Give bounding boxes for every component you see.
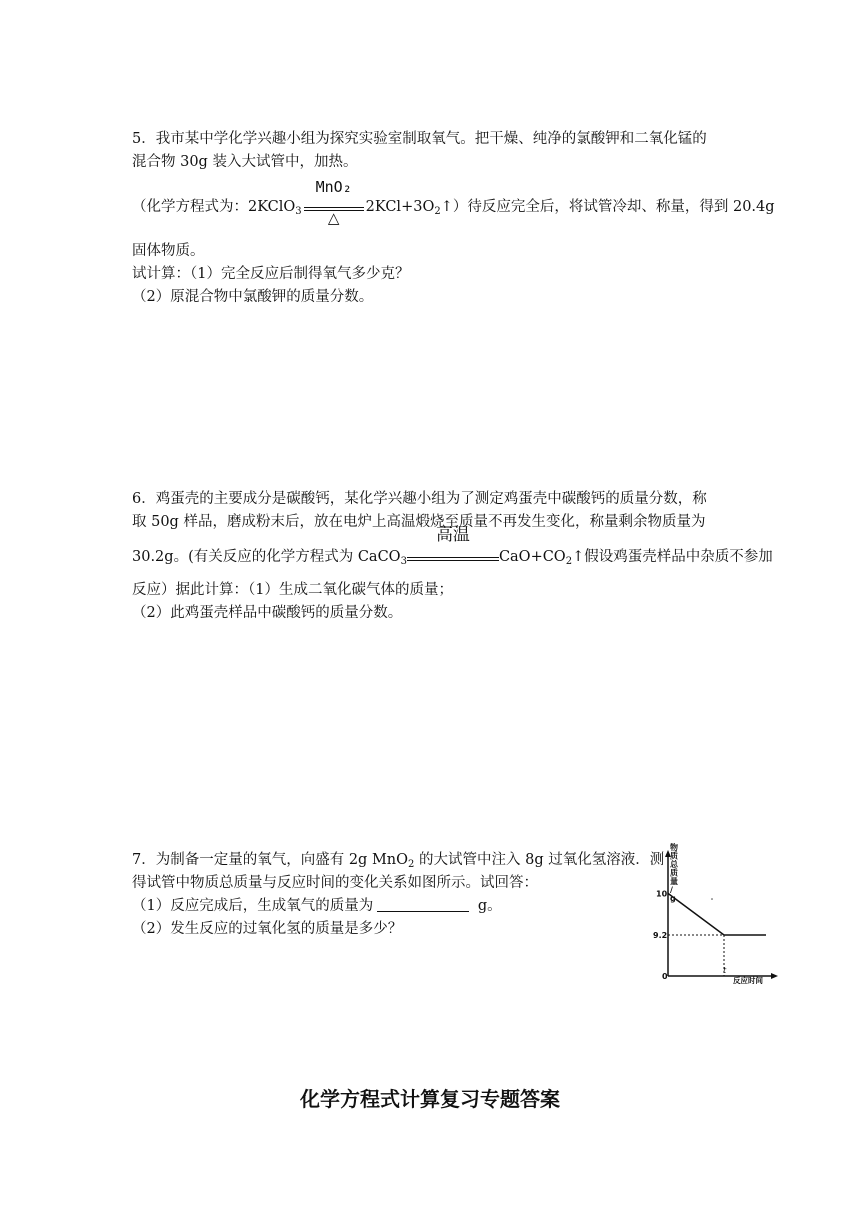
y-axis-label: [670, 842, 679, 903]
origin-label: 0: [662, 972, 668, 981]
q5-eq-sub2: 2: [434, 206, 441, 217]
q5-line-5: 试计算：（1）完全反应后制得氧气多少克？: [132, 266, 410, 282]
q6-eq-products: CaO+CO: [498, 549, 566, 565]
mass-time-chart: [636, 842, 786, 984]
answer-blank[interactable]: [377, 897, 469, 912]
q6-equation-line: [132, 525, 773, 567]
q5-catalyst-label: MnO₂: [315, 178, 352, 196]
q6-eq-suffix: ↑假设鸡蛋壳样品中杂质不参加: [572, 549, 773, 565]
q5-line-4: 固体物质。: [132, 243, 205, 259]
x-axis-label: 反应时间: [733, 976, 763, 984]
y-axis-label-char: 质: [670, 868, 678, 878]
y-axis-label-char: g: [670, 894, 676, 903]
q5-eq-suffix: ↑）待反应完全后，将试管冷却、称量，得到 20.4g: [440, 199, 775, 215]
q5-eq-products: 2KCl+3O: [365, 199, 435, 215]
x-axis-arrow-icon: [771, 973, 778, 979]
y-tick-label-10: 10: [656, 889, 668, 899]
q5-line-1: 5．我市某中学化学兴趣小组为探究实验室制取氧气。把干燥、纯净的氯酸钾和二氧化锰的: [132, 131, 707, 147]
y-axis-label-char: 量: [670, 877, 678, 886]
q5-eq-prefix: （化学方程式为：2KClO: [132, 199, 296, 215]
q6-condition-label: 高温: [435, 525, 470, 545]
q5-eq-sub: 3: [295, 206, 302, 217]
mass-series-line: [668, 893, 766, 935]
q7-line-3-suffix: g。: [473, 898, 502, 914]
q6-eq-prefix: 30.2g。(有关反应的化学方程式为 CaCO: [132, 549, 401, 565]
y-axis-label-char: 总: [670, 860, 678, 869]
y-axis-label-char: /: [670, 885, 673, 895]
q7-line-3-prefix: （1）反应完成后，生成氧气的质量为: [132, 898, 374, 914]
answers-title: 化学方程式计算复习专题答案: [300, 1087, 560, 1111]
y-axis-label-char: 质: [670, 851, 678, 861]
q7-line-1-prefix: 7．为制备一定量的氧气，向盛有 2g MnO: [132, 852, 409, 868]
q6-line-5: （2）此鸡蛋壳样品中碳酸钙的质量分数。: [132, 605, 403, 621]
q7-line-3: [132, 897, 502, 915]
q7-line-1: [132, 851, 664, 869]
q7-sub: 2: [408, 859, 415, 870]
q5-reaction-arrow: [302, 178, 366, 227]
q6-line-2: 取 50g 样品，磨成粉末后，放在电炉上高温煅烧至质量不再发生变化，称量剩余物质量为: [132, 514, 706, 530]
q5-line-6: （2）原混合物中氯酸钾的质量分数。: [132, 289, 374, 305]
q7-line-2: 得试管中物质总质量与反应时间的变化关系如图所示。试回答：: [132, 875, 538, 891]
x-tick-label-t: t: [723, 966, 727, 975]
q5-line-2: 混合物 30g 装入大试管中，加热。: [132, 154, 358, 170]
q6-line-1: 6．鸡蛋壳的主要成分是碳酸钙，某化学兴趣小组为了测定鸡蛋壳中碳酸钙的质量分数，称: [132, 491, 707, 507]
q6-eq-sub2: 2: [565, 556, 573, 567]
q6-line-4: 反应）据此计算：（1）生成二氧化碳气体的质量；: [132, 582, 453, 598]
chart-dot: [711, 898, 713, 900]
y-tick-label-9-2: 9.2: [653, 931, 668, 940]
q5-equation-line: [132, 178, 775, 227]
q7-line-4: （2）发生反应的过氧化氢的质量是多少？: [132, 921, 403, 937]
y-axis-label-char: 物: [670, 843, 678, 852]
q6-reaction-arrow: [407, 525, 499, 566]
q7-line-1-suffix: 的大试管中注入 8g 过氧化氢溶液．测: [414, 852, 665, 868]
heat-triangle-icon: △: [327, 209, 340, 227]
q6-eq-sub: 3: [400, 556, 407, 567]
